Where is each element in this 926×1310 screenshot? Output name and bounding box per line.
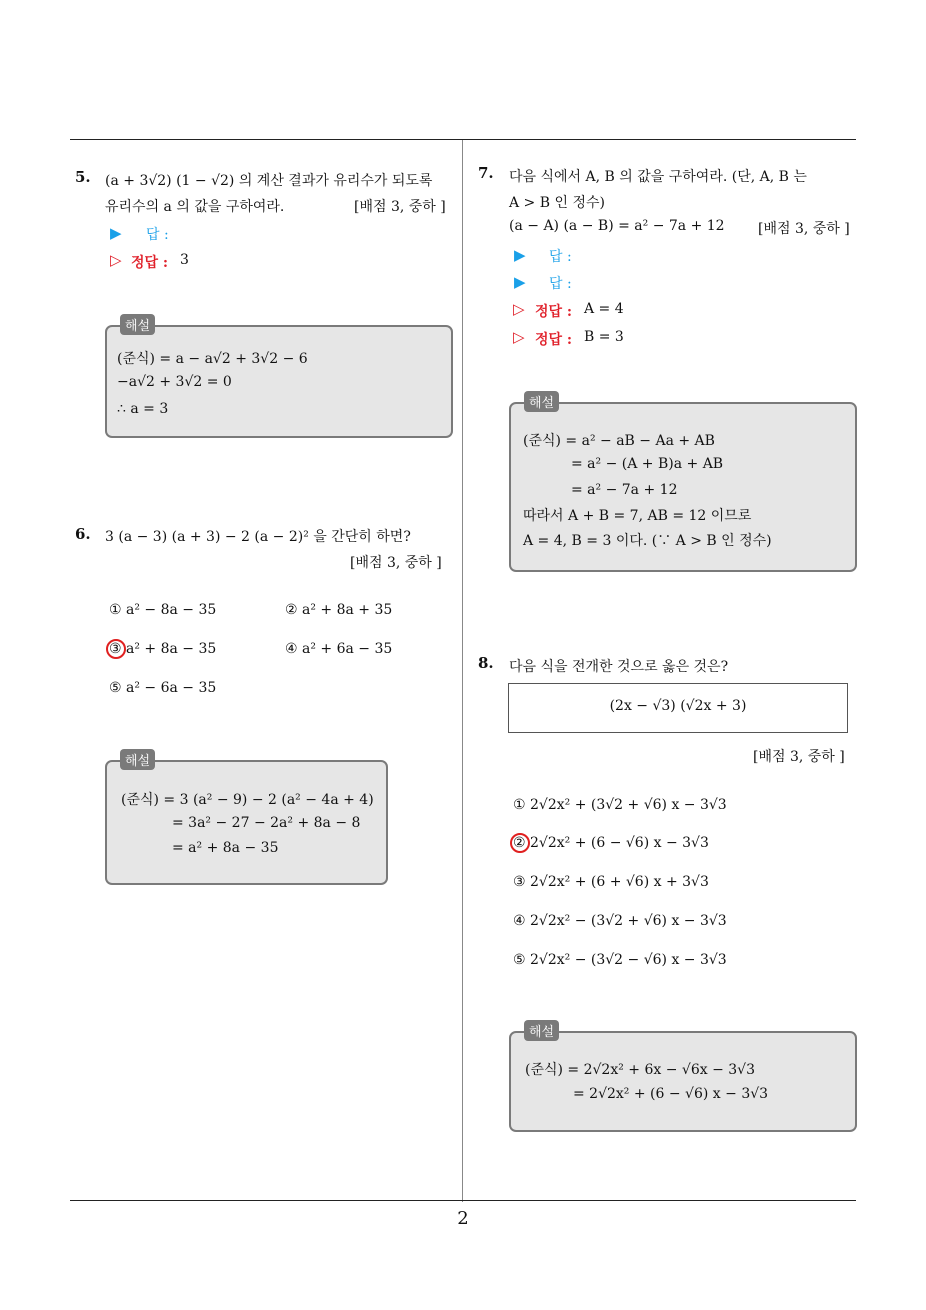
explanation-line: 따라서 A + B = 7, AB = 12 이므로 [523,508,752,524]
column-divider [462,140,463,1202]
choice-1[interactable]: ① 2√2x² + (3√2 + √6) x − 3√3 [513,797,727,813]
choice-5[interactable]: ⑤ 2√2x² − (3√2 − √6) x − 3√3 [513,952,727,968]
question-number: 8. [478,654,494,672]
correct-arrow-icon: ▷ [513,300,525,318]
explanation-line: = 3a² − 27 − 2a² + 8a − 8 [172,815,361,831]
question-text: 유리수의 a 의 값을 구하여라. [105,199,285,215]
correct-arrow-icon: ▷ [110,251,122,269]
top-rule [70,139,856,140]
explanation-line: (준식) = 3 (a² − 9) − 2 (a² − 4a + 4) [121,792,374,808]
answer-arrow-icon: ▶ [110,224,122,242]
explanation-line: (준식) = 2√2x² + 6x − √6x − 3√3 [525,1062,756,1078]
explanation-tag: 해설 [524,391,559,412]
question-text: A > B 인 정수) [509,195,605,211]
explanation-line: = a² + 8a − 35 [172,840,279,856]
explanation-line: = 2√2x² + (6 − √6) x − 3√3 [573,1086,769,1102]
correct-label: 정답 : [535,304,573,320]
question-number: 6. [75,525,91,543]
bottom-rule [70,1200,856,1201]
selected-answer-circle-icon [510,833,530,853]
choice-2[interactable]: ② 2√2x² + (6 − √6) x − 3√3 [513,835,709,851]
correct-value: B = 3 [584,329,624,345]
boxed-expression: (2x − √3) (√2x + 3) [609,698,747,714]
choice-5[interactable]: ⑤ a² − 6a − 35 [109,680,217,696]
explanation-tag: 해설 [524,1020,559,1041]
points-label: [배점 3, 중하 ] [350,555,442,571]
question-text: 3 (a − 3) (a + 3) − 2 (a − 2)² 을 간단히 하면? [105,529,411,545]
question-number: 7. [478,164,494,182]
question-text: 다음 식을 전개한 것으로 옳은 것은? [509,659,729,675]
explanation-line: (준식) = a² − aB − Aa + AB [523,433,715,449]
question-text: (a − A) (a − B) = a² − 7a + 12 [509,218,725,234]
correct-label: 정답 : [535,332,573,348]
correct-arrow-icon: ▷ [513,328,525,346]
explanation-line: (준식) = a − a√2 + 3√2 − 6 [117,351,308,367]
explanation-box [509,1031,857,1132]
explanation-line: = a² − (A + B)a + AB [571,456,724,472]
explanation-tag: 해설 [120,314,155,335]
answer-label: 답 : [549,249,572,265]
answer-arrow-icon: ▶ [514,246,526,264]
choice-4[interactable]: ④ 2√2x² − (3√2 + √6) x − 3√3 [513,913,727,929]
page-number: 2 [457,1208,469,1229]
answer-label: 답 : [146,227,169,243]
question-number: 5. [75,168,91,186]
question-text: 다음 식에서 A, B 의 값을 구하여라. (단, A, B 는 [509,169,807,185]
answer-arrow-icon: ▶ [514,273,526,291]
correct-value: 3 [180,252,189,268]
explanation-tag: 해설 [120,749,155,770]
answer-label: 답 : [549,276,572,292]
choice-3[interactable]: ③ 2√2x² + (6 + √6) x + 3√3 [513,874,709,890]
choice-2[interactable]: ② a² + 8a + 35 [285,602,393,618]
correct-value: A = 4 [584,301,624,317]
choice-4[interactable]: ④ a² + 6a − 35 [285,641,393,657]
explanation-line: ∴ a = 3 [117,401,169,417]
correct-label: 정답 : [131,255,169,271]
points-label: [배점 3, 중하 ] [354,199,446,215]
explanation-line: −a√2 + 3√2 = 0 [117,374,232,390]
choice-3[interactable]: ③ a² + 8a − 35 [109,641,217,657]
selected-answer-circle-icon [106,639,126,659]
question-text: (a + 3√2) (1 − √2) 의 계산 결과가 유리수가 되도록 [105,173,433,189]
points-label: [배점 3, 중하 ] [753,749,845,765]
points-label: [배점 3, 중하 ] [758,221,850,237]
choice-1[interactable]: ① a² − 8a − 35 [109,602,217,618]
explanation-line: = a² − 7a + 12 [571,482,678,498]
explanation-line: A = 4, B = 3 이다. (∵ A > B 인 정수) [523,533,772,549]
